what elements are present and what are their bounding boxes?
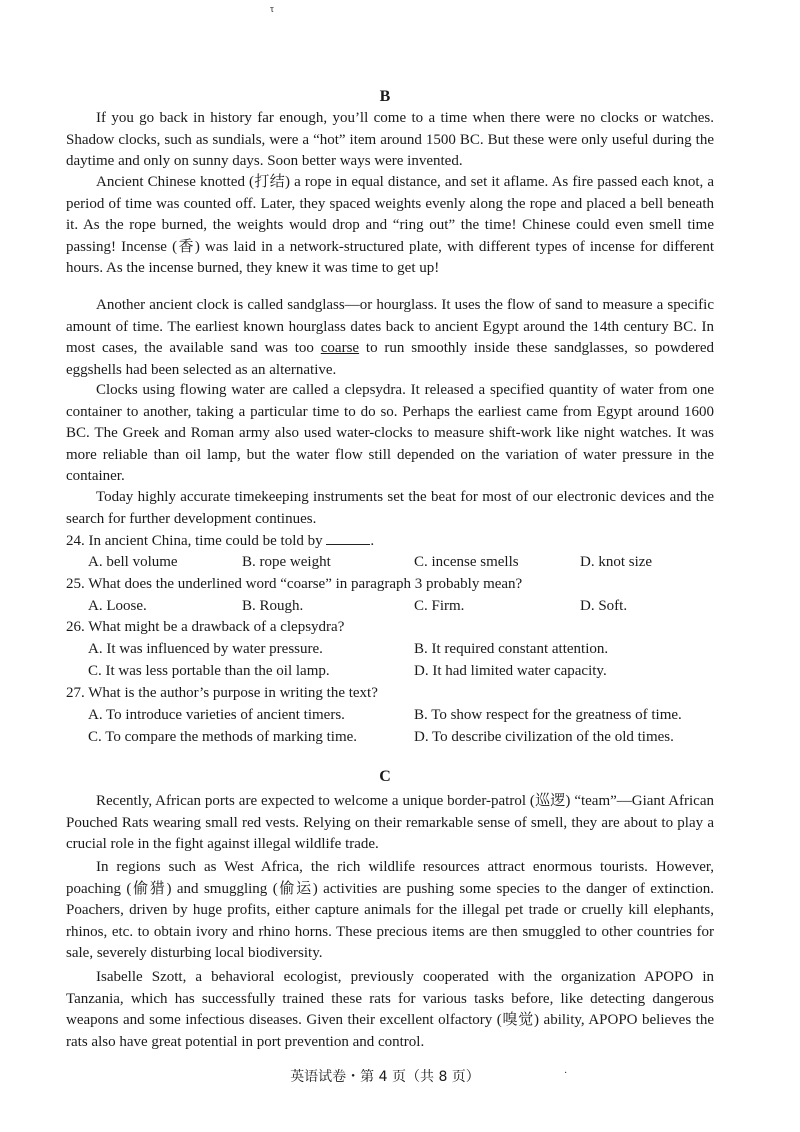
scan-mark: τ: [270, 4, 275, 15]
section-c-title: C: [379, 768, 391, 785]
option-c[interactable]: C. Firm.: [414, 598, 465, 614]
option-a[interactable]: A. To introduce varieties of ancient timers.: [88, 707, 345, 723]
option-b[interactable]: B. To show respect for the greatness of time.: [414, 707, 682, 723]
section-c-paragraph-3: Isabelle Szott, a behavioral ecologist, previously cooperated with the organization APOPO in Tanzania, which has successfully trained these rats for various tasks before, like detecting dangerous weapons and some infectious diseases. Given their excellent olfactory (嗅觉) ability, APOPO believes the rats also have great potential in port prevention and control.: [66, 969, 714, 1050]
section-b-title: B: [379, 88, 391, 105]
option-b[interactable]: B. It required constant attention.: [414, 641, 609, 657]
section-b-paragraph-1: If you go back in history far enough, you’ll come to a time when there were no clocks or watches. Shadow clocks, such as sundials, were a “hot” item around 1500 BC. But these were only useful during the daytime and only on sunny days. Soon better ways were invented.: [66, 110, 714, 170]
option-a[interactable]: A. bell volume: [88, 554, 178, 570]
option-d[interactable]: D. knot size: [580, 554, 653, 570]
option-a[interactable]: A. Loose.: [88, 598, 147, 614]
question-24-stem: [66, 530, 726, 553]
option-a[interactable]: A. It was influenced by water pressure.: [88, 641, 323, 657]
section-b-paragraph-5: Today highly accurate timekeeping instruments set the beat for most of our electronic devices and the search for further development continues.: [66, 489, 714, 527]
paragraph-3-text-b: to run smoothly inside these sandglasses, so powdered eggshells had been selected as an alternative.: [66, 340, 715, 378]
section-c-paragraph-1: Recently, African ports are expected to welcome a unique border-patrol (巡逻) “team”—Giant African Pouched Rats wearing small red vests. Relying on their remarkable sense of smell, they are about to play a crucial role in the fight against illegal wildlife trade.: [66, 793, 714, 853]
footer-dot: ·: [564, 1068, 568, 1079]
section-b-paragraph-3: [66, 295, 714, 381]
section-b-paragraph-2: Ancient Chinese knotted (打结) a rope in equal distance, and set it aflame. As fire passed each knot, a period of time was counted off. Later, they spaced weights evenly along the rope and placed a bell beneath it. As the rope burned, the weights would drop and “ring out” the time! Chinese could even smell time passing! Incense (香) was laid in a network-structured plate, with different types of incense for different hours. As the incense burned, they knew it was time to get up!: [66, 174, 714, 277]
option-d[interactable]: D. It had limited water capacity.: [414, 663, 607, 679]
underlined-word-coarse: coarse: [320, 340, 360, 357]
option-c[interactable]: C. To compare the methods of marking time.: [88, 729, 358, 745]
question-24-period: .: [370, 533, 375, 549]
section-b-paragraph-4: Clocks using flowing water are called a clepsydra. It released a specified quantity of water from one container to another, taking a particular time to do so. Perhaps the earliest came from Egypt around 1600 BC. The Greek and Roman army also used water-clocks to measure shift-work like night watches. It was more reliable than oil lamp, but the water flow still depended on the variation of water pressure in the container.: [66, 382, 714, 485]
page-footer: 英语试卷・第 4 页（共 8 页）: [290, 1069, 480, 1085]
paragraph-3-text-a: Another ancient clock is called sandglass—or hourglass. It uses the flow of sand to measure a specific amount of time. The earliest known hourglass dates back to ancient Egypt around the 14th century BC. In most cases, the available sand was too: [66, 297, 714, 357]
option-d[interactable]: D. Soft.: [580, 598, 628, 614]
option-b[interactable]: B. Rough.: [242, 598, 304, 614]
option-d[interactable]: D. To describe civilization of the old times.: [414, 729, 674, 745]
option-c[interactable]: C. incense smells: [414, 554, 519, 570]
section-c-paragraph-2: In regions such as West Africa, the rich wildlife resources attract enormous tourists. However, poaching (偷猎) and smuggling (偷运) activities are pushing some species to the danger of extinction. Poachers, driven by huge profits, either capture animals for the illegal pet trade or cruelly kill elephants, rhinos, etc. to obtain ivory and rhino horns. These precious items are then smuggled to other countries for sale, severely disturbing local biodiversity.: [66, 859, 714, 962]
option-b[interactable]: B. rope weight: [242, 554, 331, 570]
question-24-text: 24. In ancient China, time could be told by: [66, 533, 327, 549]
option-c[interactable]: C. It was less portable than the oil lamp.: [88, 663, 330, 679]
question-26-stem: 26. What might be a drawback of a clepsydra?: [66, 619, 345, 635]
question-27-stem: 27. What is the author’s purpose in writing the text?: [66, 685, 378, 701]
question-25-stem: 25. What does the underlined word “coarse” in paragraph 3 probably mean?: [66, 576, 523, 592]
answer-blank: [326, 530, 370, 545]
